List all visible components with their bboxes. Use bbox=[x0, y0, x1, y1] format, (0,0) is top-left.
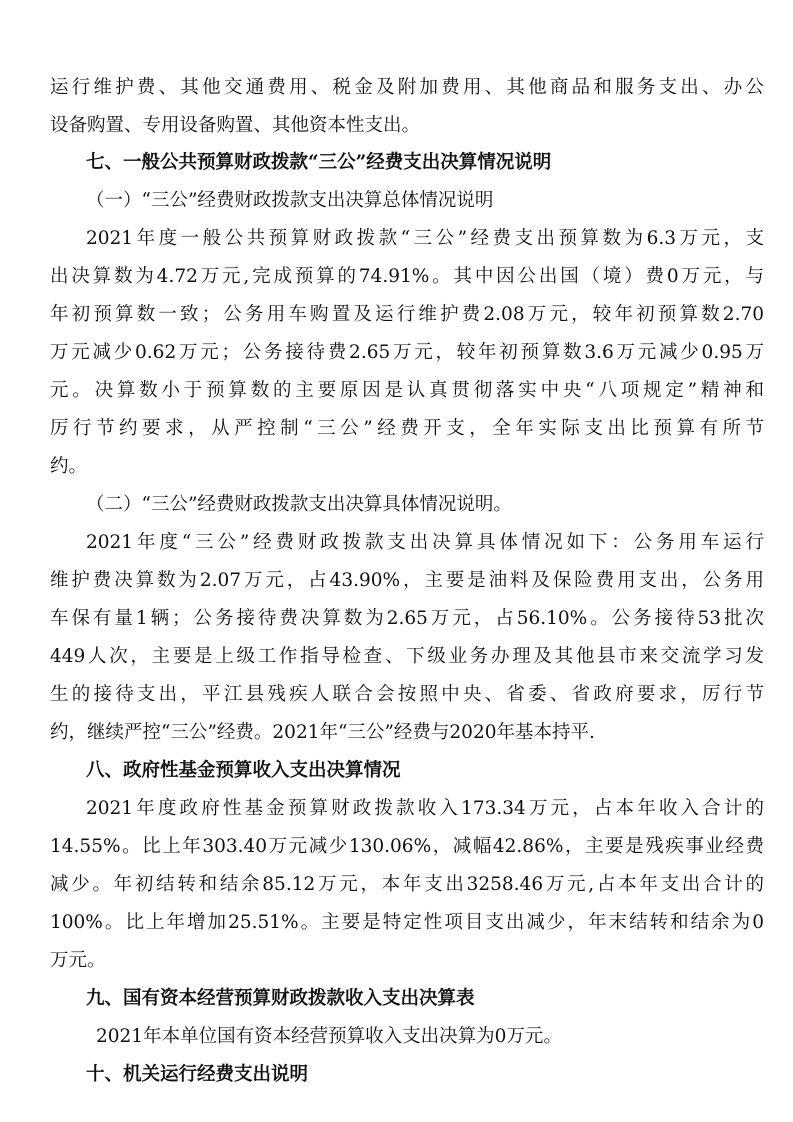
subsection-heading: （二）“三公”经费财政拨款支出决算具体情况说明。 bbox=[86, 494, 512, 515]
paragraph-line: 维护费决算数为2.07万元，占43.90%，主要是油料及保险费用支出，公务用 bbox=[50, 570, 764, 591]
paragraph-line: 年初预算数一致；公务用车购置及运行维护费2.08万元，较年初预算数2.70 bbox=[50, 304, 764, 325]
paragraph-line: 449人次，主要是上级工作指导检查、下级业务办理及其他县市来交流学习发 bbox=[50, 646, 764, 667]
paragraph-line: 万元。 bbox=[50, 950, 106, 971]
paragraph-line: 2021年度一般公共预算财政拨款“三公”经费支出预算数为6.3万元，支 bbox=[86, 228, 764, 249]
paragraph-line: 设备购置、专用设备购置、其他资本性支出。 bbox=[50, 115, 421, 136]
paragraph-line: 约，继续严控“三公”经费。2021年“三公”经费与2020年基本持平. bbox=[50, 722, 595, 743]
paragraph-line: 约。 bbox=[50, 456, 88, 477]
section-heading-7: 七、一般公共预算财政拨款“三公”经费支出决算情况说明 bbox=[86, 152, 552, 173]
paragraph-line: 元。决算数小于预算数的主要原因是认真贯彻落实中央“八项规定”精神和 bbox=[50, 380, 764, 401]
paragraph-line: 2021年度“三公”经费财政拨款支出决算具体情况如下：公务用车运行 bbox=[86, 532, 764, 553]
section-heading-8: 八、政府性基金预算收入支出决算情况 bbox=[86, 760, 401, 781]
paragraph-line: 运行维护费、其他交通费用、税金及附加费用、其他商品和服务支出、办公 bbox=[50, 77, 764, 98]
section-heading-9: 九、国有资本经营预算财政拨款收入支出决算表 bbox=[86, 988, 475, 1009]
paragraph-line: 车保有量1辆；公务接待费决算数为2.65万元，占56.10%。公务接待53批次 bbox=[50, 608, 764, 629]
paragraph-line: 100%。比上年增加25.51%。主要是特定性项目支出减少，年末结转和结余为0 bbox=[50, 912, 764, 933]
section-heading-10: 十、机关运行经费支出说明 bbox=[86, 1064, 309, 1085]
paragraph-line: 14.55%。比上年303.40万元减少130.06%，减幅42.86%，主要是残疾事业经费 bbox=[50, 836, 764, 857]
paragraph-line: 2021年本单位国有资本经营预算收入支出决算为0万元。 bbox=[96, 1026, 562, 1047]
paragraph-line: 厉行节约要求，从严控制“三公”经费开支，全年实际支出比预算有所节 bbox=[50, 418, 764, 439]
paragraph-line: 万元减少0.62万元；公务接待费2.65万元，较年初预算数3.6万元减少0.95万 bbox=[50, 342, 764, 363]
paragraph-line: 2021年度政府性基金预算财政拨款收入173.34万元，占本年收入合计的 bbox=[86, 798, 764, 819]
paragraph-line: 生的接待支出，平江县残疾人联合会按照中央、省委、省政府要求，厉行节 bbox=[50, 684, 764, 705]
paragraph-line: 减少。年初结转和结余85.12万元，本年支出3258.46万元,占本年支出合计的 bbox=[50, 874, 764, 895]
subsection-heading: （一）“三公”经费财政拨款支出决算总体情况说明 bbox=[86, 190, 494, 211]
paragraph-line: 出决算数为4.72万元,完成预算的74.91%。其中因公出国（境）费0万元，与 bbox=[50, 266, 764, 287]
